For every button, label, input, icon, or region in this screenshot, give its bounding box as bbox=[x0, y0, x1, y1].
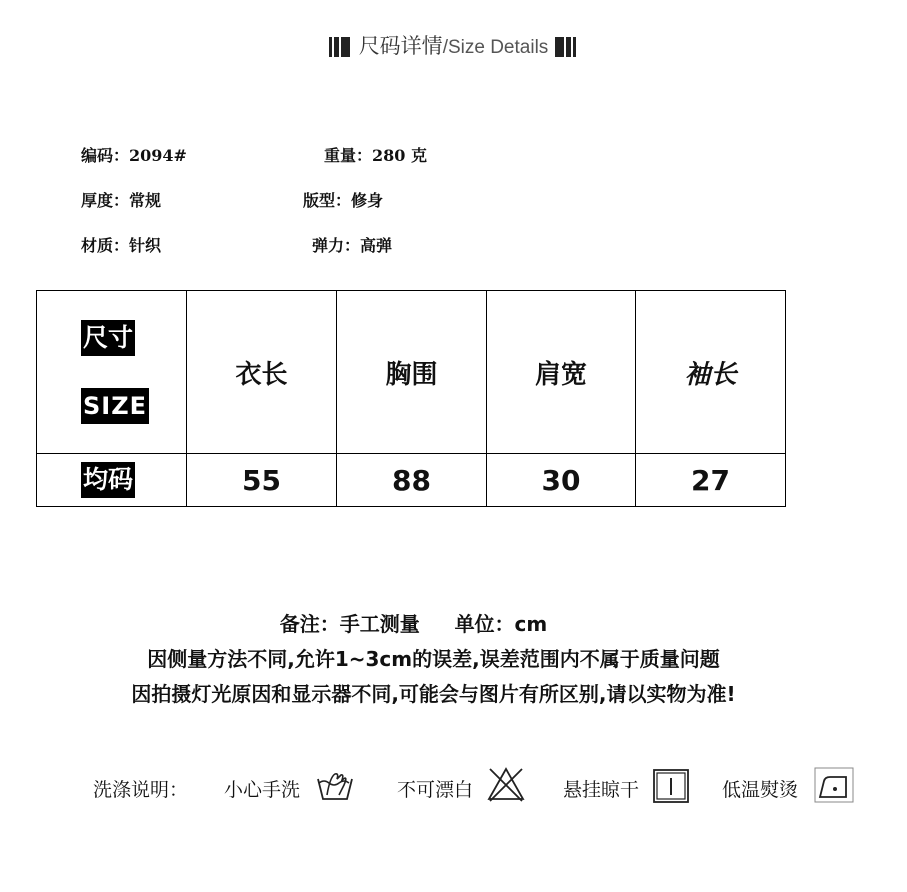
row-label-cell bbox=[37, 454, 187, 507]
row-label: 均码 bbox=[81, 462, 135, 498]
notes-line-2: 因侧量方法不同,允许1~3cm的误差,误差范围内不属于质量问题 bbox=[147, 647, 720, 671]
page-header bbox=[0, 30, 907, 60]
spec-fit: 版型：修身 bbox=[303, 191, 384, 210]
size-table bbox=[36, 290, 786, 507]
header-chest: 胸围 bbox=[337, 291, 487, 454]
care-item-low-iron: 低温熨烫 bbox=[722, 779, 799, 801]
care-item-no-bleach: 不可漂白 bbox=[397, 779, 474, 801]
header-length: 衣长 bbox=[187, 291, 337, 454]
notes-line-1 bbox=[0, 608, 907, 637]
spec-weight: 重量：280 克 bbox=[324, 146, 427, 165]
size-label-cell bbox=[37, 291, 187, 454]
right-bars-icon bbox=[555, 34, 578, 58]
care-item-hang-dry: 悬挂晾干 bbox=[563, 779, 640, 801]
care-label: 洗涤说明： bbox=[93, 779, 189, 801]
table-header-row bbox=[37, 291, 786, 454]
header-shoulder: 肩宽 bbox=[487, 291, 636, 454]
spec-thickness: 厚度：常规 bbox=[81, 191, 162, 210]
hang-dry-icon bbox=[651, 765, 691, 805]
header-separator: / bbox=[442, 37, 448, 58]
value-length: 55 bbox=[187, 454, 337, 507]
care-item-hand-wash: 小心手洗 bbox=[224, 779, 301, 801]
notes-unit: 单位：cm bbox=[454, 612, 548, 636]
header-title-cn: 尺码详情 bbox=[358, 34, 443, 58]
left-bars-icon bbox=[329, 34, 352, 58]
value-chest: 88 bbox=[337, 454, 487, 507]
header-sleeve: 袖长 bbox=[636, 291, 786, 454]
value-shoulder: 30 bbox=[487, 454, 636, 507]
table-row bbox=[37, 454, 786, 507]
notes-remark: 备注：手工测量 bbox=[279, 612, 420, 636]
spec-material: 材质：针织 bbox=[81, 236, 162, 255]
spec-code: 编码：2094# bbox=[81, 146, 187, 165]
hand-wash-icon bbox=[315, 765, 355, 805]
low-iron-icon bbox=[814, 765, 854, 805]
no-bleach-icon bbox=[486, 765, 526, 805]
header-title-en: Size Details bbox=[447, 37, 549, 58]
size-label-en: SIZE bbox=[81, 388, 149, 424]
spec-elasticity: 弹力：高弹 bbox=[312, 236, 393, 255]
notes-line-3: 因拍摄灯光原因和显示器不同,可能会与图片有所区别,请以实物为准! bbox=[131, 682, 736, 706]
size-label-cn: 尺寸 bbox=[81, 320, 135, 356]
value-sleeve: 27 bbox=[636, 454, 786, 507]
